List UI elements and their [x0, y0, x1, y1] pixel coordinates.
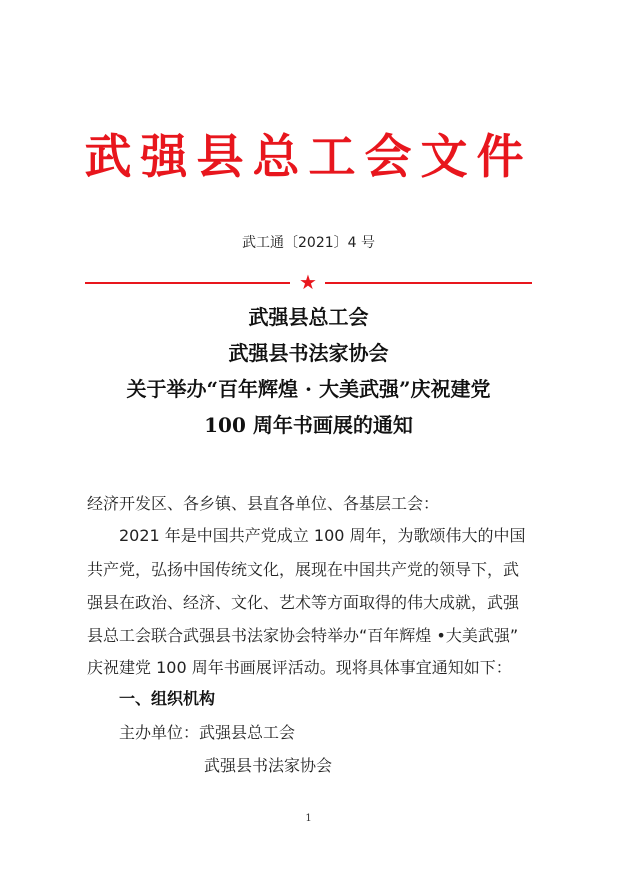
- document-number: 武工通〔2021〕4 号: [242, 235, 375, 251]
- header-divider-left: [85, 282, 290, 284]
- page-number: 1: [305, 813, 312, 824]
- organizer-line-1: 主办单位：武强县总工会: [119, 723, 296, 742]
- section-heading: 一、组织机构: [119, 689, 216, 708]
- issuer-line-1: 武强县总工会: [248, 305, 369, 329]
- paragraph-line: 县总工会联合武强县书法家协会特举办“百年辉煌 •大美武强”: [87, 626, 519, 645]
- paragraph-line: 强县在政治、经济、文化、艺术等方面取得的伟大成就，武强: [87, 593, 520, 612]
- header-divider-right: [325, 282, 532, 284]
- paragraph-line: 共产党，弘扬中国传统文化，展现在中国共产党的领导下，武: [87, 560, 520, 579]
- salutation: 经济开发区、各乡镇、县直各单位、各基层工会：: [87, 494, 440, 513]
- notice-title-line-2: 100 周年书画展的通知: [204, 413, 413, 437]
- document-header-title: 武强县总工会文件: [84, 130, 533, 185]
- organizer-line-2: 武强县书法家协会: [204, 756, 333, 775]
- notice-title-line-1: 关于举办“百年辉煌 · 大美武强”庆祝建党: [126, 377, 491, 401]
- issuer-line-2: 武强县书法家协会: [228, 341, 389, 365]
- paragraph-line: 庆祝建党 100 周年书画展评活动。现将具体事宜通知如下：: [87, 658, 512, 677]
- paragraph-line: 2021 年是中国共产党成立 100 周年，为歌颂伟大的中国: [119, 526, 526, 545]
- red-star-icon: ★: [299, 270, 317, 294]
